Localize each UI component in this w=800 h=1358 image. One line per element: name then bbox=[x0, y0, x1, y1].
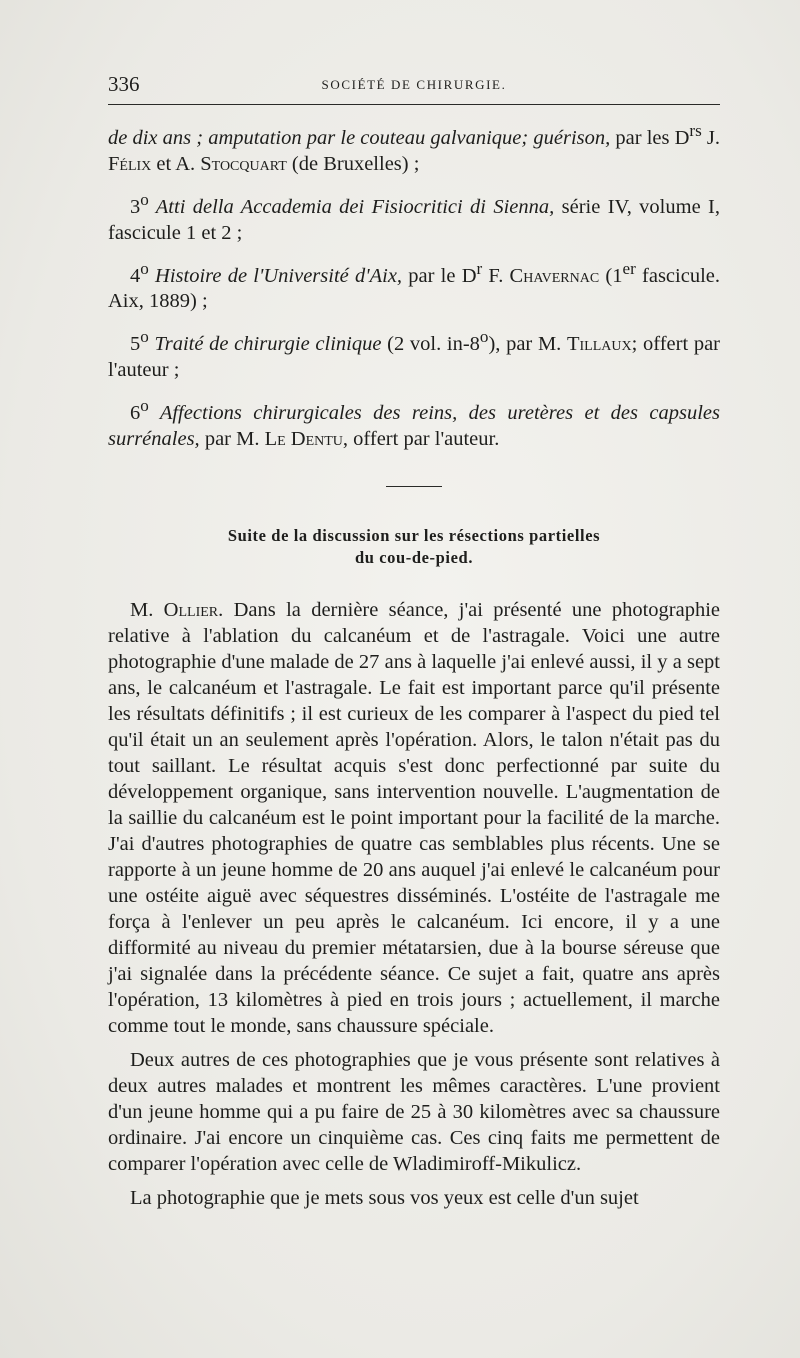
list-item-6: 6$^o$ Affections chirurgicales des reins, des uretères et des capsules surrénales, par M. Le Dentu, offert par l'auteur. bbox=[108, 396, 720, 451]
list-item-3: 3$^o$ Atti della Accademia dei Fisiocritici di Sienna, série IV, volume I, fascicule 1 et 2 ; bbox=[108, 189, 720, 244]
section-separator bbox=[386, 486, 442, 487]
paragraph-ollier: M. Ollier. Dans la dernière séance, j'ai présenté une photographie relative à l'ablation du calcanéum et de l'astragale. Voici une autre photographie d'une malade de 27 ans à laquelle j'ai enlevé aussi, il y a sept ans, le calcanéum et l'astragale. Le fait est important parce qu'il présente les résultats définitifs ; il est curieux de les comparer à l'aspect du pied tel qu'il était un an seulement après l'opération. Alors, le talon n'était pas du tout saillant. Le résultat acquis s'est donc perfectionné par suite du développement organique, sans intervention nouvelle. L'augmentation de la saillie du calcanéum est le point important pour la facilité de la marche. J'ai d'autres photographies de quatre cas semblables plus récents. Une se rapporte à un jeune homme de 20 ans auquel j'ai enlevé le calcanéum pour une ostéite aiguë avec séquestres disséminés. L'ostéite de l'astragale me força à l'enlever un peu après le calcanéum. Ici encore, il y a une difformité au niveau du premier métatarsien, due à la bourse séreuse que j'ai signalée dans la précédente séance. Ce sujet a fait, quatre ans après l'opération, 13 kilomètres à pied en trois jours ; actuellement, il marche comme tout le monde, sans chaussure spéciale. bbox=[108, 599, 720, 1038]
paragraph-two: Deux autres de ces photographies que je vous présente sont relatives à deux autres malades et montrent les mêmes caractères. L'une provient d'un jeune homme qui a pu faire de 25 à 30 kilomètres avec sa chaussure ordinaire. J'ai encore un cinquième cas. Ces cinq faits me permettent de comparer l'opération avec celle de Wladimiroff-Mikulicz. bbox=[108, 1049, 720, 1176]
page-header bbox=[108, 72, 720, 98]
paragraph-three: La photographie que je mets sous vos yeux est celle d'un sujet bbox=[130, 1187, 639, 1210]
page-number: 336 bbox=[108, 72, 140, 96]
running-title: SOCIÉTÉ DE CHIRURGIE. bbox=[321, 77, 507, 92]
page-text bbox=[108, 118, 720, 1219]
list-item-continuation: de dix ans ; amputation par le couteau galvanique; guérison, par les $D^{rs}$ J. Félix et A. Stocquart (de Bruxelles) ; bbox=[108, 121, 720, 175]
list-item-4: 4$^o$ Histoire de l'Université d'Aix, par le $D^r$ F. Chavernac (1er fascicule. Aix, 1889) ; bbox=[108, 258, 720, 313]
header-rule bbox=[108, 104, 720, 105]
list-item-5: 5$^o$ Traité de chirurgie clinique (2 vol. in-8$^o$), par M. Tillaux; offert par l'auteur ; bbox=[108, 327, 720, 382]
section-title: Suite de la discussion sur les résections partielles du cou-de-pied. bbox=[227, 526, 601, 568]
